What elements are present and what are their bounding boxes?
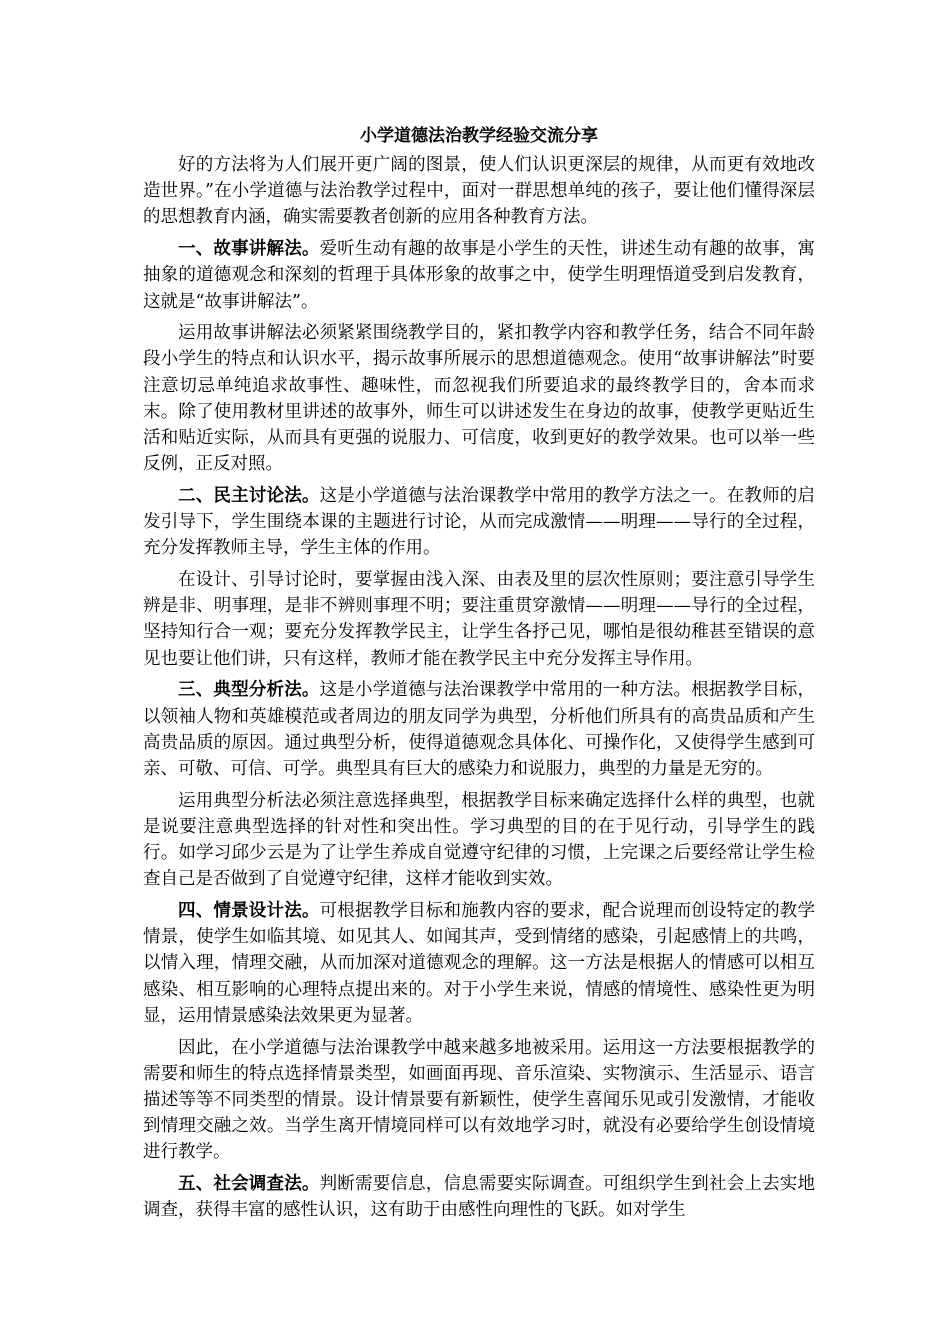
paragraph-text: 好的方法将为人们展开更广阔的图景，使人们认识更深层的规律，从而更有效地改造世界。”在小学道德与法治教学过程中，面对一群思想单纯的孩子，要让他们懂得深层的思想教育内涵，确实需要教者创新的应用各种教育方法。 bbox=[143, 155, 815, 228]
section-heading-4: 四、情景设计法。 bbox=[178, 900, 320, 921]
section-heading-1: 一、故事讲解法。 bbox=[178, 239, 320, 260]
paragraph-method-4-detail bbox=[143, 1035, 815, 1166]
section-heading-5: 五、社会调查法。 bbox=[178, 1174, 320, 1195]
paragraph-text: 爱听生动有趣的故事是小学生的天性，讲述生动有趣的故事，寓抽象的道德观念和深刻的哲理于具体形象的故事之中，使学生明理悟道受到启发教育，这就是“故事讲解法”。 bbox=[143, 239, 816, 312]
paragraph-text: 判断需要信息，信息需要实际调查。可组织学生到社会上去实地调查，获得丰富的感性认识，这有助于由感性向理性的飞跃。如对学生 bbox=[143, 1174, 816, 1221]
paragraph-method-3 bbox=[143, 677, 815, 782]
paragraph-method-2 bbox=[143, 483, 815, 562]
paragraph-method-1 bbox=[143, 236, 815, 315]
section-heading-3: 三、典型分析法。 bbox=[178, 680, 320, 701]
paragraph-text: 在设计、引导讨论时，要掌握由浅入深、由表及里的层次性原则；要注意引导学生辨是非、明事理，是非不辨则事理不明；要注重贯穿激情——明理——导行的全过程，坚持知行合一观；要充分发挥教学民主，让学生各抒己见，哪怕是很幼稚甚至错误的意见也要让他们讲，只有这样，教师才能在教学民主中充分发挥主导作用。 bbox=[143, 570, 815, 669]
document-page bbox=[143, 122, 815, 1229]
paragraph-text: 运用典型分析法必须注意选择典型，根据教学目标来确定选择什么样的典型，也就是说要注意典型选择的针对性和突出性。学习典型的目的在于见行动，引导学生的践行。如学习邱少云是为了让学生养成自觉遵守纪律的习惯，上完课之后要经常让学生检查自己是否做到了自觉遵守纪律，这样才能收到实效。 bbox=[143, 790, 815, 890]
paragraph-method-5 bbox=[143, 1171, 815, 1223]
paragraph-method-2-detail bbox=[143, 567, 815, 672]
paragraph-intro bbox=[143, 152, 815, 231]
paragraph-text: 可根据教学目标和施教内容的要求，配合说理而创设特定的教学情景，使学生如临其境、如见其人、如闻其声，受到情绪的感染，引起感情上的共鸣，以情入理，情理交融，从而加深对道德观念的理解。这一方法是根据人的情感可以相互感染、相互影响的心理特点提出来的。对于小学生来说，情感的情境性、感染性更为明显，运用情景感染法效果更为显著。 bbox=[143, 900, 816, 1026]
section-heading-2: 二、民主讨论法。 bbox=[178, 485, 320, 506]
paragraph-method-1-detail bbox=[143, 320, 815, 477]
paragraph-text: 这是小学道德与法治课教学中常用的一种方法。根据教学目标，以领袖人物和英雄模范或者周边的朋友同学为典型，分析他们所具有的高贵品质和产生高贵品质的原因。通过典型分析，使得道德观念具体化、可操作化，又使得学生感到可亲、可敬、可信、可学。典型具有巨大的感染力和说服力，典型的力量是无穷的。 bbox=[143, 680, 816, 779]
paragraph-method-3-detail bbox=[143, 788, 815, 893]
paragraph-text: 运用故事讲解法必须紧紧围绕教学目的，紧扣教学内容和教学任务，结合不同年龄段小学生的特点和认识水平，揭示故事所展示的思想道德观念。使用“故事讲解法”时要注意切忌单纯追求故事性、趣味性，而忽视我们所要追求的最终教学目的，舍本而求末。除了使用教材里讲述的故事外，师生可以讲述发生在身边的故事，使教学更贴近生活和贴近实际，从而具有更强的说服力、可信度，收到更好的教学效果。也可以举一些反例，正反对照。 bbox=[143, 323, 815, 475]
document-title: 小学道德法治教学经验交流分享 bbox=[360, 126, 598, 146]
paragraph-text: 这是小学道德与法治课教学中常用的教学方法之一。在教师的启发引导下，学生围绕本课的主题进行讨论，从而完成激情——明理——导行的全过程，充分发挥教师主导，学生主体的作用。 bbox=[143, 485, 816, 559]
paragraph-text: 因此，在小学道德与法治课教学中越来越多地被采用。运用这一方法要根据教学的需要和师生的特点选择情景类型，如画面再现、音乐渲染、实物演示、生活显示、语言描述等等不同类型的情景。设计情景要有新颖性，使学生喜闻乐见或引发激情，才能收到情理交融之效。当学生离开情境同样可以有效地学习时，就没有必要给学生创设情境进行教学。 bbox=[143, 1037, 815, 1163]
paragraph-method-4 bbox=[143, 898, 815, 1029]
